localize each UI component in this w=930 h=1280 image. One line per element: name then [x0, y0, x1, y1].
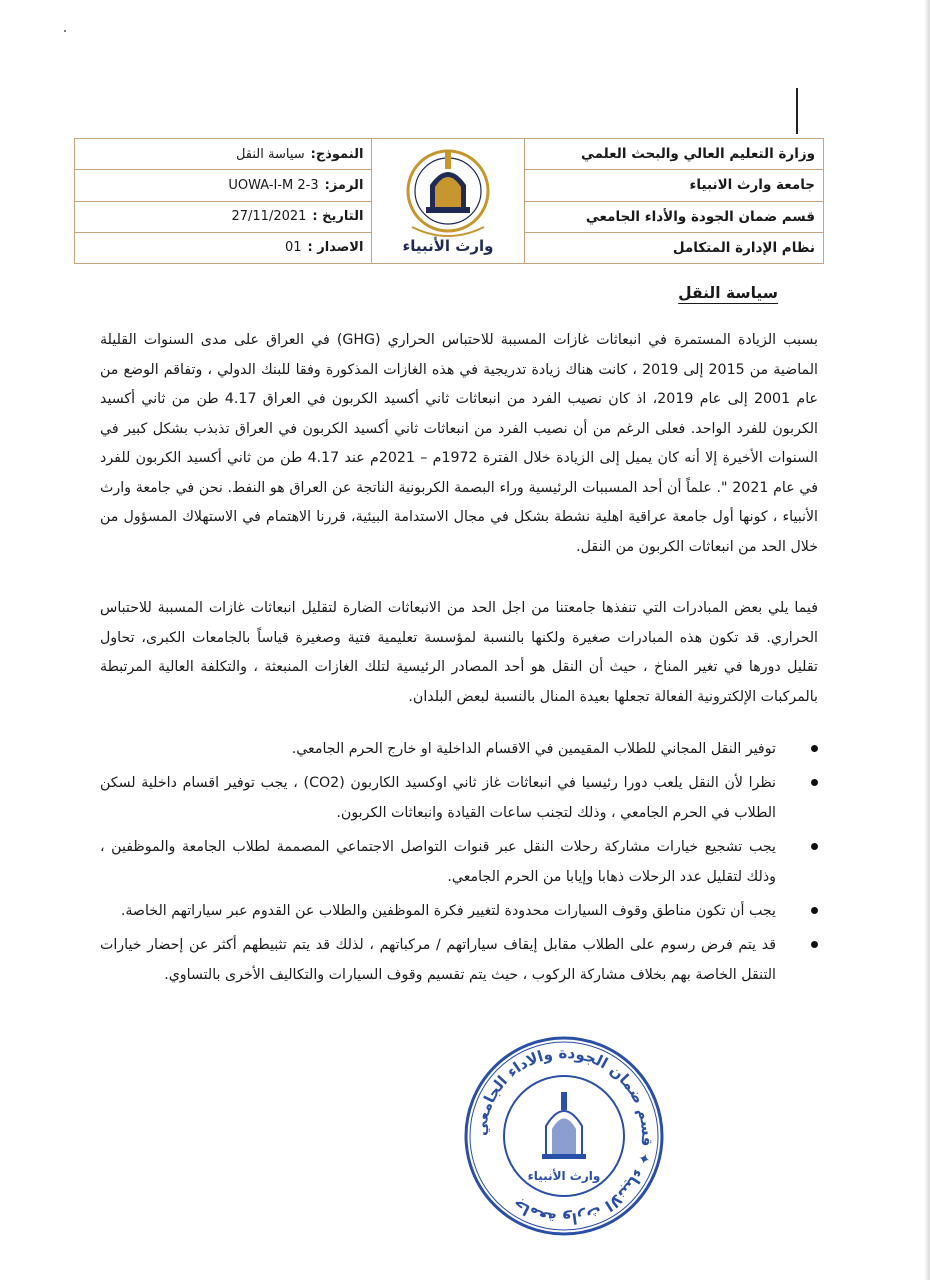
version-value: 01: [284, 240, 302, 256]
department-name: قسم ضمان الجودة والأداء الجامعي: [525, 202, 823, 233]
bullet-icon: [811, 843, 818, 850]
code-row: [75, 170, 371, 201]
date-value: 27/11/2021: [231, 209, 307, 225]
list-item-text: نظرا لأن النقل يلعب دورا رئيسيا في انبعاثات غاز ثاني اوكسيد الكاربون (CO2) ، يجب توفير اقسام داخلية لسكن الطلاب في الحرم الجامعي ، وذلك لتجنب ساعات القيادة وانبعاثات الكربون.: [100, 775, 776, 821]
version-row: [75, 233, 371, 263]
form-info-column: [75, 139, 371, 263]
system-name: نظام الإدارة المتكامل: [672, 239, 815, 256]
bullet-icon: [811, 745, 818, 752]
document-header: [74, 138, 824, 264]
list-item-text: توفير النقل المجاني للطلاب المقيمين في الاقسام الداخلية او خارج الحرم الجامعي.: [291, 741, 776, 757]
page-title: سياسة النقل: [678, 284, 778, 302]
stamp-ring-text: جامعة وارث الانبياء ✦ قسم ضمان الجودة والاداء الجامعي: [471, 1043, 657, 1229]
form-name-label: النموذج:: [310, 146, 364, 162]
bullet-icon: [811, 907, 818, 914]
institution-column: [525, 139, 823, 263]
official-stamp: [462, 1034, 666, 1238]
list-item: [100, 832, 818, 892]
list-item: [100, 734, 818, 764]
initiatives-list: [100, 734, 818, 994]
list-item: [100, 896, 818, 926]
bullet-icon: [811, 941, 818, 948]
paragraph-intro: بسبب الزيادة المستمرة في انبعاثات غازات المسببة للاحتباس الحراري (GHG) في العراق على مدى السنوات القليلة الماضية من 2015 إلى 2019 ، كانت هناك زيادة تدريجية في هذه الغازات المذكورة وفقا للبنك الدولي ، وتفاقم الوضع من عام 2001 إلى عام 2019، اذ كان نصيب الفرد من انبعاثات ثاني أكسيد الكربون في العراق 4.17 طن من ثاني أكسيد الكربون للفرد الواحد. فعلى الرغم من أن نصيب الفرد من انبعاثات ثاني أكسيد الكربون في العراق تذبذب بشكل كبير في السنوات الأخيرة إلا أنه كان يميل إلى الزيادة خلال الفترة 1972م – 2021م عند 4.17 طن من ثاني أكسيد الكربون للفرد في عام 2021 ". علماً أن أحد المسببات الرئيسية وراء البصمة الكربونية الناتجة عن العراق هو النفط. نحن في جامعة وارث الأنبياء ، كونها أول جامعة عراقية اهلية نشطة بشكل في مجال الاستدامة البيئية، قررنا الاهتمام في الاستهلاك المسؤول من خلال الحد من انبعاثات الكربون من النقل.: [100, 332, 819, 555]
list-item-text: قد يتم فرض رسوم على الطلاب مقابل إيقاف سياراتهم / مركباتهم ، لذلك قد يتم تثبيطهم أكثر عن إحضار خيارات التنقل الخاصة بهم بخلاف مشاركة الركوب ، حيث يتم تقسيم وقوف السيارات والتكاليف الأخرى بالتساوي.: [100, 937, 776, 983]
code-label: الرمز:: [324, 177, 364, 193]
list-item: [100, 768, 818, 828]
scan-edge: [924, 0, 930, 1280]
ministry-name: وزارة التعليم العالي والبحث العلمي: [525, 139, 823, 170]
logo-cell: [371, 139, 524, 263]
version-label: الاصدار :: [307, 240, 364, 256]
logo-arabic: وارث الأنبياء: [402, 237, 494, 255]
form-name-value: سياسة النقل: [235, 146, 305, 162]
list-item-text: يجب تشجيع خيارات مشاركة رحلات النقل عبر قنوات التواصل الاجتماعي المصممة لطلاب الجامعة والموظفين ، وذلك لتقليل عدد الرحلات ذهابا وإيابا من الحرم الجامعي.: [100, 839, 776, 885]
university-logo: [402, 145, 494, 257]
date-label: التاريخ :: [312, 209, 364, 225]
code-value: UOWA-I-M 2-3: [228, 177, 319, 193]
stamp-center-text: وارث الأنبياء: [527, 1169, 601, 1183]
list-item: [100, 930, 818, 990]
university-name: جامعة وارث الانبياء: [525, 170, 823, 201]
date-row: [75, 202, 371, 233]
form-name-row: [75, 139, 371, 170]
list-item-text: يجب أن تكون مناطق وقوف السيارات محدودة لتغيير فكرة الموظفين والطلاب عن القدوم عبر سياراتهم الخاصة.: [120, 903, 776, 919]
scan-speck: [64, 30, 66, 32]
paragraph-initiatives: فيما يلي بعض المبادرات التي تنفذها جامعتنا من اجل الحد من الانبعاثات الضارة لتقليل انبعاثات غازات المسببة للاحتباس الحراري. قد تكون هذه المبادرات صغيرة ولكنها بالنسبة لمؤسسة تعليمية فتية وصغيرة قياساً بالجامعات الكبرى، تحاول تقليل دورها في تغير المناخ ، حيث أن النقل هو أحد المصادر الرئيسية لتلك الغازات المنبعثة ، والتكلفة العالية المرتبطة بالمركبات الإلكترونية الفعالة تجعلها بعيدة المنال بالنسبة لبعض البلدان.: [100, 600, 818, 705]
bullet-icon: [811, 779, 818, 786]
margin-mark: [796, 88, 798, 134]
